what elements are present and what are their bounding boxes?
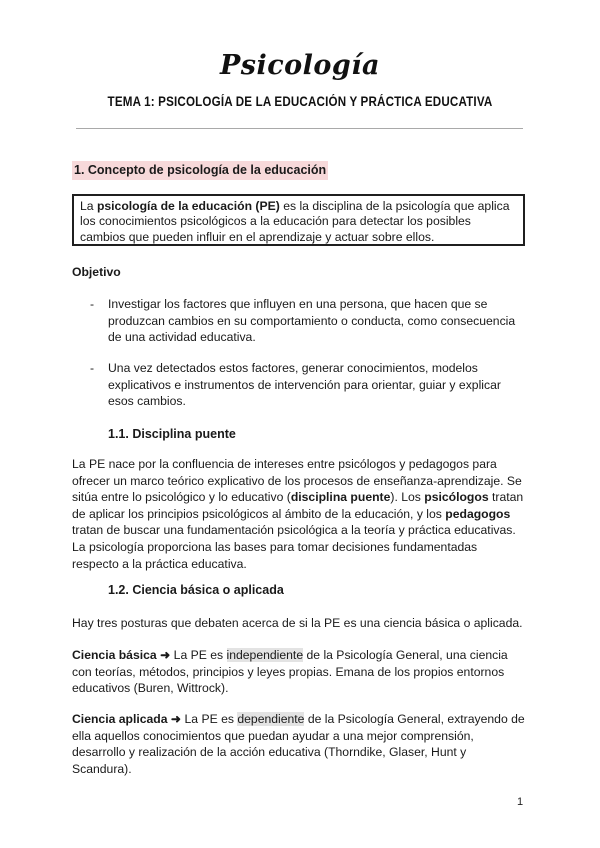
- term-psicologos: psicólogos: [424, 490, 489, 505]
- paragraph-text: ). Los: [390, 490, 425, 505]
- header-divider: [76, 128, 523, 129]
- objective-bullet-1: Investigar los factores que influyen en una persona, que hacen que se produzcan cambios en su comportamiento o conducta, como consecuencia de una actividad educativa.: [108, 297, 516, 345]
- section-1-heading: 1. Concepto de psicología de la educación: [72, 161, 328, 180]
- definition-term: psicología de la educación (PE): [96, 199, 280, 213]
- highlight-dependiente: dependiente: [237, 712, 305, 726]
- paragraph-text: de la Psicología General, una ciencia con teorías, métodos, principios y leyes propias. Emana de los propios entornos educativos (Buren, Wittrock).: [72, 648, 508, 696]
- section-1-2-heading: 1.2. Ciencia básica o aplicada: [108, 583, 284, 597]
- paragraph-text: La PE nace por la confluencia de intereses entre psicólogos y pedagogos para ofrecer un marco teórico explicativo de los procesos de enseñanza-aprendizaje. Se sitúa entre lo psicológico y lo educativo (: [72, 457, 522, 505]
- section-1-1-heading: 1.1. Disciplina puente: [108, 427, 236, 441]
- term-pedagogos: pedagogos: [445, 506, 511, 521]
- objective-label: Objetivo: [72, 265, 121, 279]
- basic-science-label: Ciencia básica ➜: [72, 648, 171, 662]
- objective-bullet-2: Una vez detectados estos factores, generar conocimientos, modelos explicativos e instrumentos de intervención para orientar, guiar y explicar esos cambios.: [108, 361, 501, 409]
- document-title: Psicología: [219, 50, 381, 81]
- section-1-1-paragraph: [72, 456, 526, 572]
- definition-text: La: [80, 199, 97, 213]
- applied-science-paragraph: [72, 711, 528, 777]
- document-subtitle: TEMA 1: PSICOLOGÍA DE LA EDUCACIÓN Y PRÁCTICA EDUCATIVA: [107, 94, 493, 109]
- highlight-independiente: independiente: [226, 648, 304, 662]
- term-disciplina-puente: disciplina puente: [290, 490, 391, 505]
- page-number: 1: [517, 796, 524, 808]
- applied-science-label: Ciencia aplicada ➜: [72, 712, 182, 726]
- paragraph-text: de la Psicología General, extrayendo de ella aquellos conocimientos que puedan ayudar a una mejor comprensión, desarrollo y realización de la acción educativa (Thorndike, Glaser, Hunt y Scandura).: [72, 712, 525, 776]
- bullet-marker: -: [90, 361, 95, 375]
- paragraph-text: La PE es: [170, 648, 227, 662]
- paragraph-text: tratan de aplicar los principios psicológicos al ámbito de la educación, y los: [72, 490, 524, 521]
- section-1-2-intro: Hay tres posturas que debaten acerca de si la PE es una ciencia básica o aplicada.: [72, 616, 523, 630]
- paragraph-text: La PE es: [181, 712, 238, 726]
- bullet-marker: -: [90, 297, 95, 311]
- definition-box: [72, 194, 525, 246]
- paragraph-text: tratan de buscar una fundamentación psicológica a la teoría y práctica educativas. La psicología proporciona las bases para tomar decisiones fundamentadas respecto a la práctica educativa.: [72, 523, 516, 571]
- basic-science-paragraph: [72, 647, 526, 697]
- definition-text: es la disciplina de la psicología que aplica los conocimientos psicológicos a la educación para detectar los posibles cambios que pueden influir en el aprendizaje y actuar sobre ellos.: [80, 199, 510, 244]
